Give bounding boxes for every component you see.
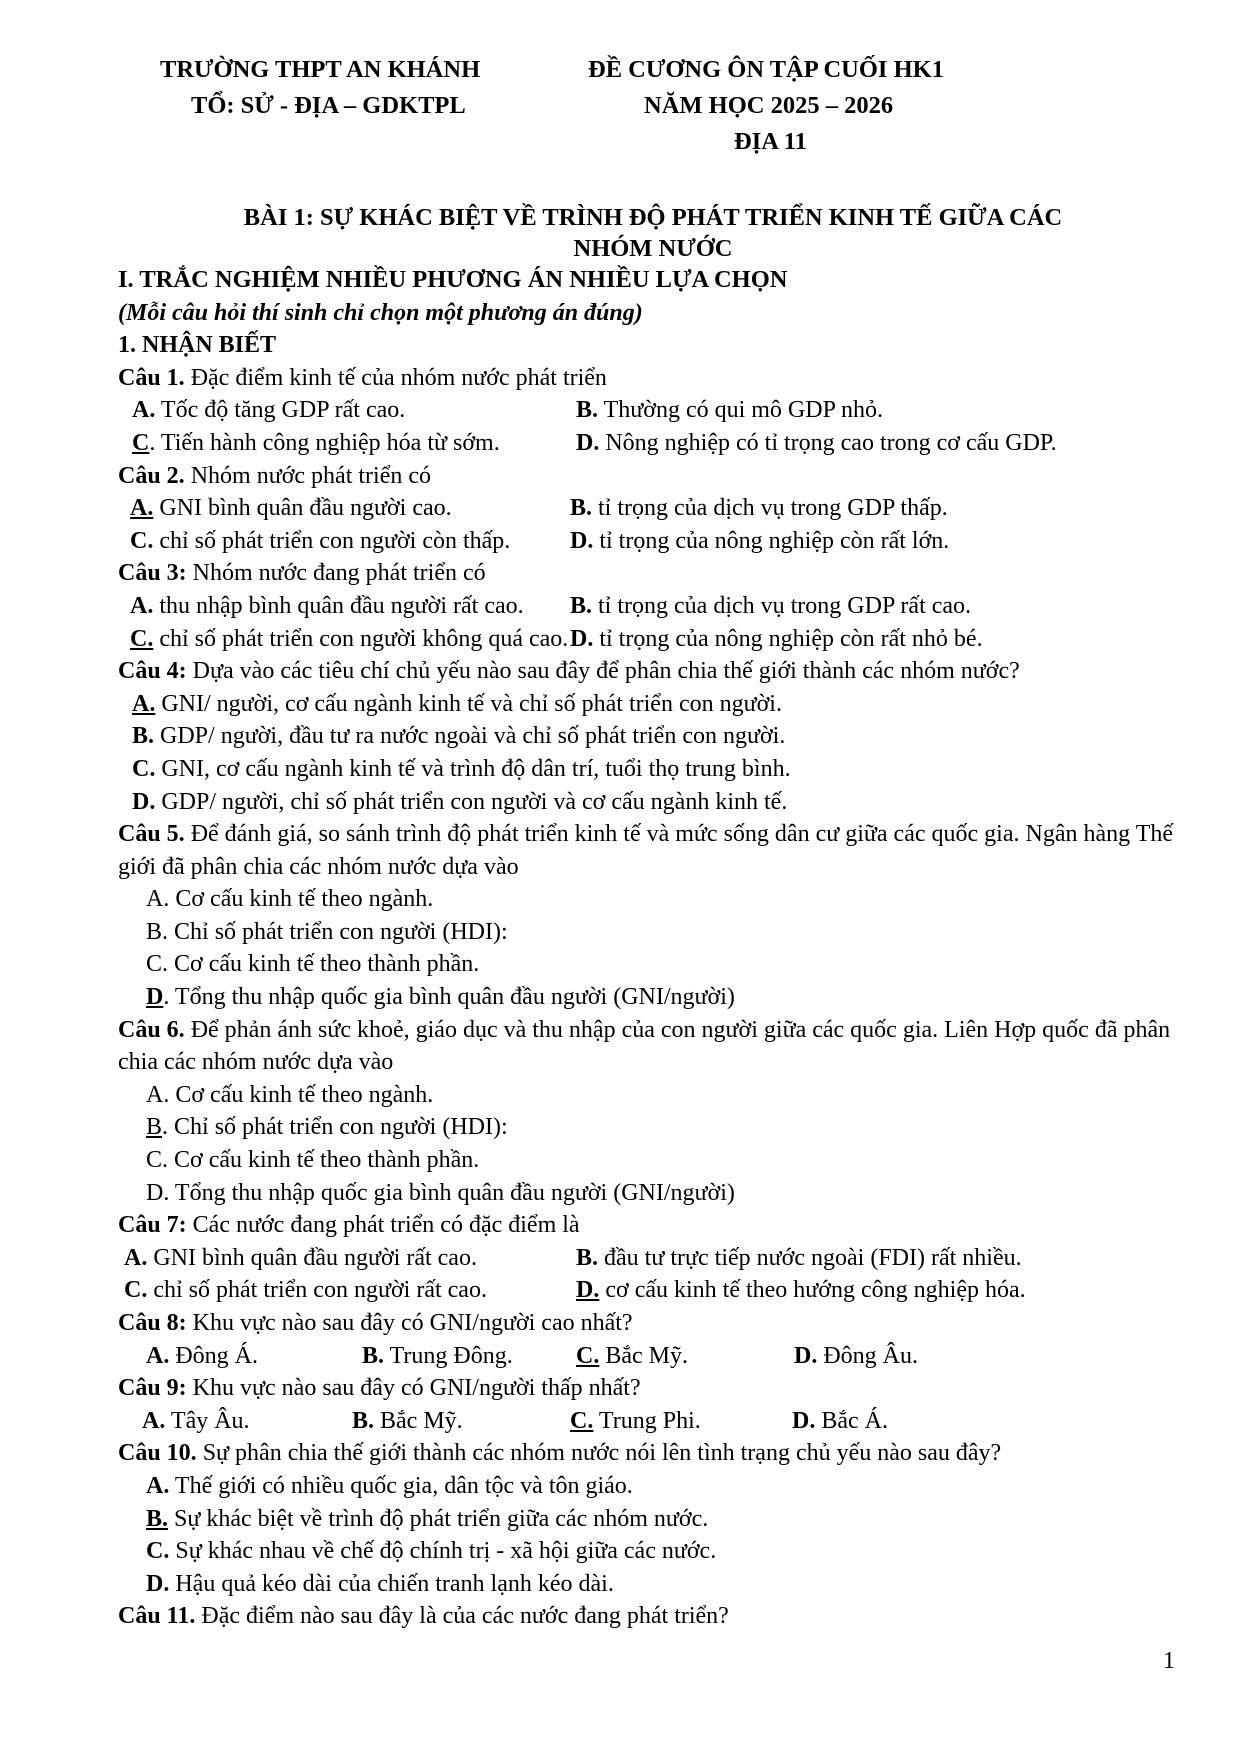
lesson-title-line-1: BÀI 1: SỰ KHÁC BIỆT VỀ TRÌNH ĐỘ PHÁT TRIỂN KINH TẾ GIỮA CÁC <box>243 204 1063 231</box>
option-d: D. cơ cấu kinh tế theo hướng công nghiệp hóa. <box>576 1277 1026 1304</box>
option-d: D. tỉ trọng của nông nghiệp còn rất nhỏ bé. <box>570 625 983 652</box>
question-text: Khu vực nào sau đây có GNI/người cao nhất? <box>186 1310 633 1336</box>
question-8 <box>118 1307 1208 1340</box>
option-c: C. chỉ số phát triển con người không quá cao. <box>130 625 569 652</box>
option-c: C. chỉ số phát triển con người rất cao. <box>124 1277 487 1304</box>
question-7 <box>118 1209 1208 1242</box>
question-text: Đặc điểm nào sau đây là của các nước đang phát triển? <box>195 1603 729 1630</box>
option-d: D. Tổng thu nhập quốc gia bình quân đầu người (GNI/người) <box>146 984 735 1011</box>
option-a: A. Tây Âu. <box>142 1407 250 1434</box>
option-d: D. Đông Âu. <box>794 1342 919 1369</box>
option-a: A. Thế giới có nhiều quốc gia, dân tộc và tôn giáo. <box>146 1472 633 1499</box>
question-label: Câu 6. <box>118 1016 185 1043</box>
option-c: C. chỉ số phát triển con người còn thấp. <box>130 527 511 554</box>
question-text: Sự phân chia thế giới thành các nhóm nước nói lên tình trạng chủ yếu nào sau đây? <box>196 1440 1002 1467</box>
option-a: A. GNI bình quân đầu người rất cao. <box>124 1244 477 1271</box>
department-name: TỔ: SỬ - ĐỊA – GDKTPL <box>191 92 466 119</box>
question-label: Câu 4: <box>118 658 187 685</box>
question-text: Đặc điểm kinh tế của nhóm nước phát triển <box>184 364 607 391</box>
option-c: C. GNI, cơ cấu ngành kinh tế và trình độ dân trí, tuổi thọ trung bình. <box>132 755 791 782</box>
question-text: Để phản ánh sức khoẻ, giáo dục và thu nhập của con người giữa các quốc gia. Liên Hợp quốc đã phân chia các nhóm nước dựa vào <box>118 1016 1171 1076</box>
question-10 <box>118 1437 1208 1470</box>
question-text: Khu vực nào sau đây có GNI/người thấp nhất? <box>186 1375 641 1402</box>
page-number: 1 <box>1163 1648 1175 1674</box>
level-title: 1. NHẬN BIẾT <box>118 332 277 359</box>
option-d: D. Tổng thu nhập quốc gia bình quân đầu người (GNI/người) <box>146 1179 735 1206</box>
option-b: B. Chỉ số phát triển con người (HDI): <box>146 1114 508 1141</box>
option-b: B. đầu tư trực tiếp nước ngoài (FDI) rất nhiều. <box>576 1244 1022 1271</box>
question-label: Câu 7: <box>118 1212 187 1239</box>
option-d: D. Hậu quả kéo dài của chiến tranh lạnh kéo dài. <box>146 1570 614 1597</box>
option-d: D. GDP/ người, chỉ số phát triển con người và cơ cấu ngành kinh tế. <box>132 788 788 815</box>
option-b: B. tỉ trọng của dịch vụ trong GDP thấp. <box>570 495 948 522</box>
question-label: Câu 3: <box>118 560 187 587</box>
option-a: A. GNI bình quân đầu người cao. <box>130 495 452 522</box>
question-label: Câu 5. <box>118 821 185 848</box>
question-text: Để đánh giá, so sánh trình độ phát triển kinh tế và mức sống dân cư giữa các quốc gia. Ngân hàng Thế giới đã phân chia các nhóm nước dựa vào <box>118 821 1173 880</box>
header-right <box>588 52 944 160</box>
question-3 <box>118 557 1208 590</box>
option-d: D. Bắc Á. <box>792 1407 888 1434</box>
subject-name: ĐỊA 11 <box>734 128 807 155</box>
exam-title: ĐỀ CƯƠNG ÔN TẬP CUỐI HK1 <box>588 56 944 83</box>
option-c: C. Trung Phi. <box>570 1407 701 1434</box>
question-text: Các nước đang phát triển có đặc điểm là <box>186 1212 580 1239</box>
question-label: Câu 2. <box>118 462 185 489</box>
option-a: A. Cơ cấu kinh tế theo ngành. <box>146 1081 434 1108</box>
option-b: B. Bắc Mỹ. <box>352 1407 463 1434</box>
option-b: B. GDP/ người, đầu tư ra nước ngoài và chỉ số phát triển con người. <box>132 723 786 750</box>
lesson-title <box>118 202 1208 264</box>
question-6 <box>118 1014 1208 1079</box>
question-label: Câu 9: <box>118 1375 187 1402</box>
option-c: C. Tiến hành công nghiệp hóa từ sớm. <box>132 429 500 456</box>
school-year: NĂM HỌC 2025 – 2026 <box>644 92 894 119</box>
question-text: Dựa vào các tiêu chí chủ yếu nào sau đây để phân chia thế giới thành các nhóm nước? <box>186 658 1020 685</box>
option-a: A. GNI/ người, cơ cấu ngành kinh tế và chỉ số phát triển con người. <box>132 690 782 717</box>
option-d: D. tỉ trọng của nông nghiệp còn rất lớn. <box>570 527 950 554</box>
option-b: B. Trung Đông. <box>362 1342 513 1369</box>
option-c: C. Bắc Mỹ. <box>576 1342 688 1369</box>
document-body <box>118 202 1208 1633</box>
option-b: B. tỉ trọng của dịch vụ trong GDP rất cao. <box>570 592 972 619</box>
section-note: (Mỗi câu hỏi thí sinh chỉ chọn một phương án đúng) <box>118 299 643 326</box>
option-c: C. Cơ cấu kinh tế theo thành phần. <box>146 1147 480 1174</box>
option-a: A. thu nhập bình quân đầu người rất cao. <box>130 592 524 619</box>
option-a: A. Cơ cấu kinh tế theo ngành. <box>146 886 434 913</box>
school-name: TRƯỜNG THPT AN KHÁNH <box>160 56 481 83</box>
question-text: Nhóm nước đang phát triển có <box>186 560 486 587</box>
option-b: B. Chỉ số phát triển con người (HDI): <box>146 918 508 945</box>
question-label: Câu 11. <box>118 1603 196 1630</box>
question-label: Câu 1. <box>118 364 185 391</box>
question-11 <box>118 1600 1208 1633</box>
question-5 <box>118 818 1208 883</box>
option-b: B. Thường có qui mô GDP nhỏ. <box>576 397 884 424</box>
option-c: C. Cơ cấu kinh tế theo thành phần. <box>146 951 480 978</box>
question-1 <box>118 362 1208 395</box>
question-label: Câu 10. <box>118 1440 197 1467</box>
option-b: B. Sự khác biệt về trình độ phát triển giữa các nhóm nước. <box>146 1505 709 1532</box>
question-4 <box>118 655 1208 688</box>
header-left <box>160 52 480 124</box>
question-2 <box>118 460 1208 493</box>
question-9 <box>118 1372 1208 1405</box>
question-label: Câu 8: <box>118 1310 187 1336</box>
lesson-title-line-2: NHÓM NƯỚC <box>573 235 733 262</box>
option-a: A. Tốc độ tăng GDP rất cao. <box>132 397 406 424</box>
option-d: D. Nông nghiệp có tỉ trọng cao trong cơ cấu GDP. <box>576 429 1057 456</box>
section-title: I. TRẮC NGHIỆM NHIỀU PHƯƠNG ÁN NHIỀU LỰA CHỌN <box>118 266 788 293</box>
option-c: C. Sự khác nhau về chế độ chính trị - xã hội giữa các nước. <box>146 1538 717 1565</box>
question-text: Nhóm nước phát triển có <box>184 462 431 489</box>
option-a: A. Đông Á. <box>146 1342 259 1369</box>
